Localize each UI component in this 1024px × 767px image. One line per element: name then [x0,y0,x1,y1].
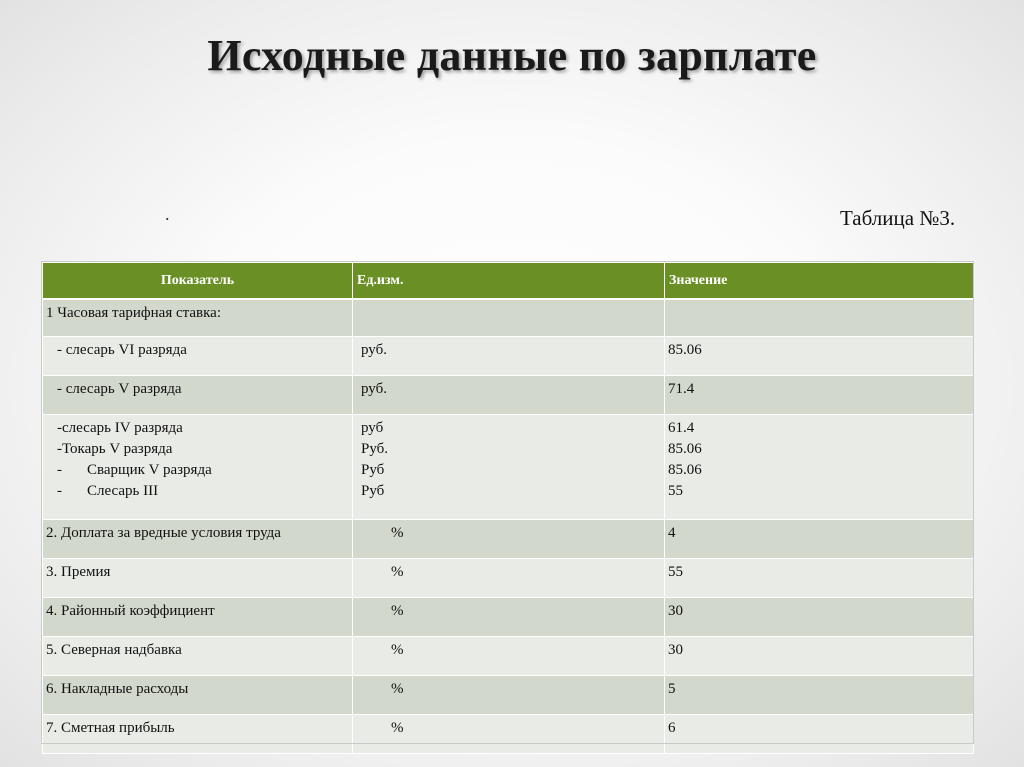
header-indicator: Показатель [43,263,353,300]
indicator-line: -Токарь V разряда [57,441,173,457]
cell-value: 71.4 [665,376,974,415]
cell-unit-multi [353,415,665,520]
cell-unit: руб. [353,337,665,376]
cell-indicator: 6. Накладные расходы [43,676,353,715]
indicator-line [57,460,349,481]
cell-value: 6 [665,715,974,754]
indicator-text: Слесарь III [87,483,159,499]
cell-indicator: 5. Северная надбавка [43,637,353,676]
cell-unit: % [353,637,665,676]
cell-indicator: 1 Часовая тарифная ставка: [43,299,353,337]
cell-unit: % [353,520,665,559]
table-row [43,520,974,559]
table-row [43,559,974,598]
cell-value: 55 [665,559,974,598]
value-line: 85.06 [668,441,702,457]
cell-unit: % [353,715,665,754]
cell-value: 85.06 [665,337,974,376]
table-row [43,637,974,676]
unit-line: Руб. [361,441,389,457]
list-dash: - [57,462,62,478]
header-value: Значение [665,263,974,300]
value-line: 85.06 [668,462,702,478]
table-row [43,337,974,376]
table-row [43,415,974,520]
value-line: 55 [668,483,683,499]
list-dash: - [57,483,62,499]
cell-value: 4 [665,520,974,559]
table-caption: Таблица №3. [840,206,956,230]
table-row [43,676,974,715]
value-line: 61.4 [668,420,695,436]
cell-unit: % [353,676,665,715]
salary-data-table [42,262,974,754]
cell-indicator: - слесарь V разряда [43,376,353,415]
indicator-text: Сварщик V разряда [87,462,212,478]
unit-line: Руб [361,483,385,499]
cell-value: 5 [665,676,974,715]
indicator-line: -слесарь IV разряда [57,420,183,436]
cell-value: 30 [665,637,974,676]
dot-mark: . [165,204,170,224]
cell-unit: руб. [353,376,665,415]
table-row [43,376,974,415]
cell-unit: % [353,598,665,637]
slide-title: Исходные данные по зарплате [207,31,817,80]
cell-indicator: 4. Районный коэффициент [43,598,353,637]
cell-value-multi [665,415,974,520]
cell-indicator: - слесарь VI разряда [43,337,353,376]
cell-value [665,299,974,337]
cell-indicator: 3. Премия [43,559,353,598]
unit-line: Руб [361,462,385,478]
table-header-row [43,263,974,300]
cell-unit [353,299,665,337]
header-unit: Ед.изм. [353,263,665,300]
unit-line: руб [361,420,384,436]
cell-unit: % [353,559,665,598]
cell-value: 30 [665,598,974,637]
table-row [43,299,974,337]
cell-indicator: 2. Доплата за вредные условия труда [43,520,353,559]
table-row [43,598,974,637]
table-row [43,715,974,754]
indicator-line [57,481,349,502]
cell-indicator: 7. Сметная прибыль [43,715,353,754]
cell-indicator-multi [43,415,353,520]
